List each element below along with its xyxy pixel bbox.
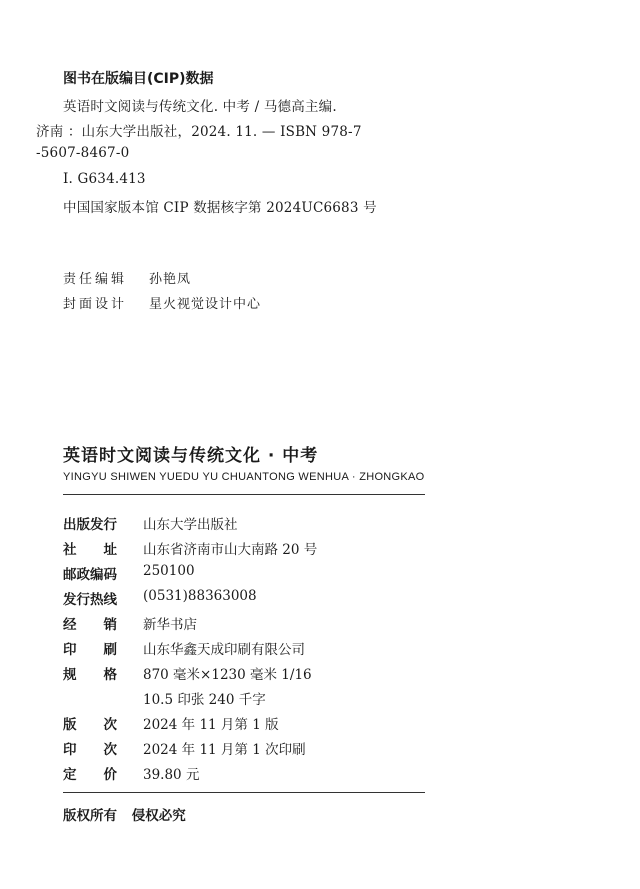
spec-label: 印 次 bbox=[63, 742, 117, 758]
spec-value: 2024 年 11 月第 1 次印刷 bbox=[143, 742, 306, 758]
spec-value: 10.5 印张 240 千字 bbox=[143, 692, 266, 708]
spec-label: 社 址 bbox=[63, 542, 117, 558]
spec-value: 2024 年 11 月第 1 版 bbox=[143, 717, 279, 733]
spec-label: 规 格 bbox=[63, 667, 117, 683]
title-divider bbox=[63, 494, 425, 495]
spec-label: 邮政编码 bbox=[63, 567, 117, 583]
cip-line-4: Ⅰ. G634.413 bbox=[63, 171, 146, 187]
book-title-pinyin: YINGYU SHIWEN YUEDU YU CHUANTONG WENHUA · ZHONGKAO bbox=[63, 471, 425, 483]
spec-label: 定 价 bbox=[63, 767, 117, 783]
cover-design-label: 封面设计 bbox=[63, 297, 128, 312]
spec-label: 版 次 bbox=[63, 717, 117, 733]
copyright-divider bbox=[63, 792, 425, 793]
spec-value: 山东华鑫天成印刷有限公司 bbox=[143, 642, 305, 658]
book-title: 英语时文阅读与传统文化 · 中考 bbox=[63, 446, 319, 466]
cip-line-1: 英语时文阅读与传统文化. 中考 / 马德高主编. bbox=[63, 99, 337, 115]
spec-label: 经 销 bbox=[63, 617, 117, 633]
spec-value: (0531)88363008 bbox=[143, 588, 257, 604]
cip-title: 图书在版编目(CIP)数据 bbox=[63, 71, 214, 87]
spec-value: 新华书店 bbox=[143, 617, 197, 633]
spec-label: 发行热线 bbox=[63, 592, 117, 608]
spec-label: 印 刷 bbox=[63, 642, 117, 658]
cover-design-name: 星火视觉设计中心 bbox=[149, 297, 262, 312]
editor-name: 孙艳凤 bbox=[149, 272, 192, 287]
spec-value: 山东大学出版社 bbox=[143, 517, 238, 533]
cip-line-2: 济南 ：山东大学出版社，2024. 11. — ISBN 978-7 bbox=[36, 124, 362, 140]
cip-line-5: 中国国家版本馆 CIP 数据核字第 2024UC6683 号 bbox=[63, 200, 377, 216]
spec-value: 山东省济南市山大南路 20 号 bbox=[143, 542, 318, 558]
editor-label: 责任编辑 bbox=[63, 272, 128, 287]
spec-label: 出版发行 bbox=[63, 517, 117, 533]
cip-line-3: -5607-8467-0 bbox=[36, 145, 130, 161]
copyright-notice: 版权所有 侵权必究 bbox=[63, 808, 186, 824]
spec-value: 870 毫米×1230 毫米 1/16 bbox=[143, 667, 312, 683]
spec-value: 250100 bbox=[143, 563, 195, 579]
spec-value: 39.80 元 bbox=[143, 767, 200, 783]
